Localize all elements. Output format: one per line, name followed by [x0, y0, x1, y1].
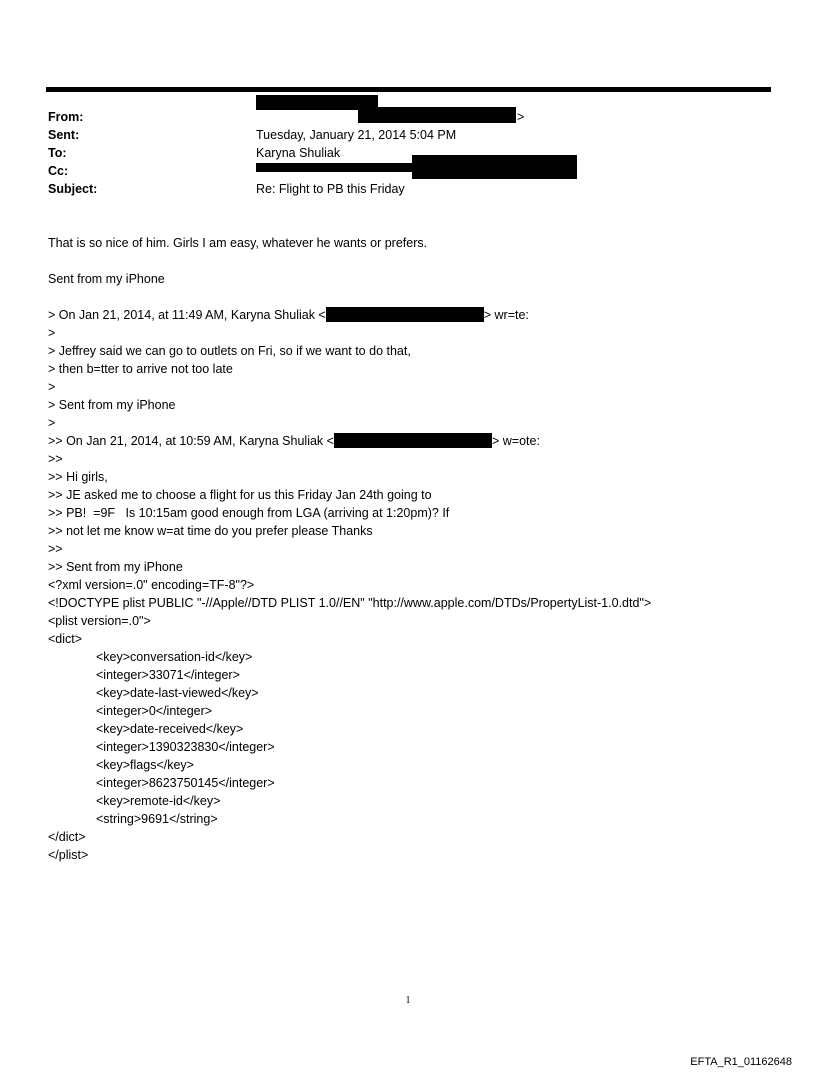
xml-line: <key>conversation-id</key>	[96, 650, 253, 664]
xml-line: </plist>	[48, 848, 89, 862]
header-rule	[46, 87, 771, 92]
body-line: Sent from my iPhone	[48, 272, 165, 286]
body-line: > Sent from my iPhone	[48, 398, 176, 412]
sent-value: Tuesday, January 21, 2014 5:04 PM	[256, 128, 457, 142]
xml-line: <key>date-received</key>	[96, 722, 244, 736]
body-line: >> Sent from my iPhone	[48, 560, 183, 574]
from-label: From:	[48, 110, 84, 124]
xml-line: <integer>1390323830</integer>	[96, 740, 275, 754]
xml-line: <string>9691</string>	[96, 812, 218, 826]
xml-line: <dict>	[48, 632, 83, 646]
redacted-cc-1	[256, 163, 412, 172]
quoted-header-2-start: >> On Jan 21, 2014, at 10:59 AM, Karyna Shuliak <	[48, 434, 334, 448]
body-line: >	[48, 416, 56, 430]
xml-line: <!DOCTYPE plist PUBLIC "-//Apple//DTD PLIST 1.0//EN" "http://www.apple.com/DTDs/PropertyList-1.0.dtd">	[48, 596, 652, 610]
to-value: Karyna Shuliak	[256, 146, 341, 160]
body-line: >>	[48, 452, 63, 466]
body-line: >	[48, 380, 56, 394]
xml-line: <key>date-last-viewed</key>	[96, 686, 259, 700]
quoted-header-1	[48, 307, 529, 323]
body-line: >> Hi girls,	[48, 470, 108, 484]
body-line: That is so nice of him. Girls I am easy, whatever he wants or prefers.	[48, 236, 428, 250]
xml-line: <key>remote-id</key>	[96, 794, 221, 808]
sent-label: Sent:	[48, 128, 80, 142]
quoted-header-2	[48, 433, 540, 449]
to-label: To:	[48, 146, 67, 160]
body-line: >	[48, 326, 56, 340]
page-number: 1	[405, 995, 411, 1006]
xml-line: <key>flags</key>	[96, 758, 194, 772]
subject-value: Re: Flight to PB this Friday	[256, 182, 405, 196]
redacted-email	[334, 433, 492, 448]
quoted-header-1-end: > wr=te:	[483, 308, 529, 322]
quoted-header-1-start: > On Jan 21, 2014, at 11:49 AM, Karyna Shuliak <	[48, 308, 326, 322]
body-line: > Jeffrey said we can go to outlets on Fri, so if we want to do that,	[48, 344, 411, 358]
subject-label: Subject:	[48, 182, 98, 196]
body-line: >>	[48, 542, 63, 556]
body-line: >> not let me know w=at time do you prefer please Thanks	[48, 524, 373, 538]
xml-line: <integer>33071</integer>	[96, 668, 240, 682]
xml-line: <plist version=.0">	[48, 614, 151, 628]
from-value-tail: >	[517, 110, 525, 124]
xml-line: <?xml version=.0" encoding=TF-8"?>	[48, 578, 255, 592]
body-line: > then b=tter to arrive not too late	[48, 362, 233, 376]
body-line: >> PB! =9F Is 10:15am good enough from LGA (arriving at 1:20pm)? If	[48, 506, 450, 520]
redacted-cc-2	[412, 155, 577, 179]
xml-line: </dict>	[48, 830, 86, 844]
bates-number: EFTA_R1_01162648	[690, 1056, 792, 1068]
xml-line: <integer>8623750145</integer>	[96, 776, 275, 790]
cc-label: Cc:	[48, 164, 69, 178]
redacted-from-email	[358, 107, 516, 123]
redacted-email	[326, 307, 484, 322]
xml-line: <integer>0</integer>	[96, 704, 213, 718]
quoted-header-2-end: > w=ote:	[491, 434, 540, 448]
body-line: >> JE asked me to choose a flight for us this Friday Jan 24th going to	[48, 488, 432, 502]
